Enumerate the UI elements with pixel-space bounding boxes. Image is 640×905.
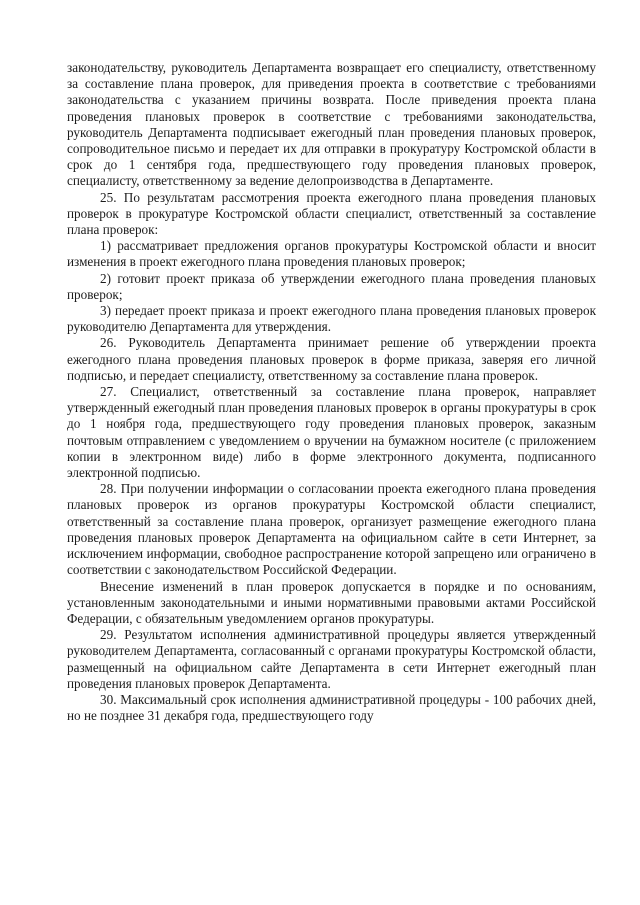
paragraph-return-to-specialist: законодательству, руководитель Департамента возвращает его специалисту, ответственному за составление плана проверок, для приведения проекта в соответствие с требованиями законодательства с указанием причины возврата. После приведения проекта плана проведения плановых проверок в соответствие с требованиями законодательства, руководитель Департамента подписывает ежегодный план проведения плановых проверок, сопроводительное письмо и передает их для отправки в прокуратуру Костромской области в срок до 1 сентября года, предшествующего году проведения плановых проверок, специалисту, ответственному за ведение делопроизводства в Департаменте. [67, 60, 596, 189]
paragraph-item-30: 30. Максимальный срок исполнения административной процедуры - 100 рабочих дней, но не позднее 31 декабря года, предшествующего году [67, 691, 596, 724]
paragraph-item-25-sub-2: 2) готовит проект приказа об утверждении ежегодного плана проведения плановых проверок; [67, 270, 596, 302]
paragraph-item-28: 28. При получении информации о согласовании проекта ежегодного плана проведения плановых проверок из органов прокуратуры Костромской области специалист, ответственный за составление плана проверок, организует размещение ежегодного плана проведения плановых проверок Департамента на официальном сайте в сети Интернет, за исключением информации, свободное распространение которой запрещено или ограничено в соответствии с законодательством Российской Федерации. [67, 481, 596, 578]
paragraph-item-25: 25. По результатам рассмотрения проекта ежегодного плана проведения плановых проверок в прокуратуре Костромской области специалист, ответственный за составление плана проверок: [67, 189, 596, 238]
paragraph-item-25-sub-1: 1) рассматривает предложения органов прокуратуры Костромской области и вносит изменения в проект ежегодного плана проведения плановых проверок; [67, 238, 596, 270]
paragraph-item-26: 26. Руководитель Департамента принимает решение об утверждении проекта ежегодного плана проведения плановых проверок в форме приказа, заверяя его личной подписью, и передает специалисту, ответственному за составление плана проверок. [67, 335, 596, 383]
paragraph-plan-changes: Внесение изменений в план проверок допускается в порядке и по основаниям, установленным законодательными и иными нормативными правовыми актами Российской Федерации, с обязательным уведомлением органов прокуратуры. [67, 578, 596, 626]
paragraph-item-29: 29. Результатом исполнения административной процедуры является утвержденный руководителем Департамента, согласованный с органами прокуратуры Костромской области, размещенный на официальном сайте Департамента в сети Интернет ежегодный план проведения плановых проверок Департамента. [67, 627, 596, 691]
paragraph-item-27: 27. Специалист, ответственный за составление плана проверок, направляет утвержденный ежегодный план проведения плановых проверок в органы прокуратуры в срок до 1 ноября года, предшествующего году проведения плановых проверок, заказным почтовым отправлением с уведомлением о вручении на бумажном носителе (с приложением копии в электронном виде) либо в форме электронного документа, подписанного электронной подписью. [67, 384, 596, 481]
paragraph-item-25-sub-3: 3) передает проект приказа и проект ежегодного плана проведения плановых проверок руководителю Департамента для утверждения. [67, 303, 596, 335]
